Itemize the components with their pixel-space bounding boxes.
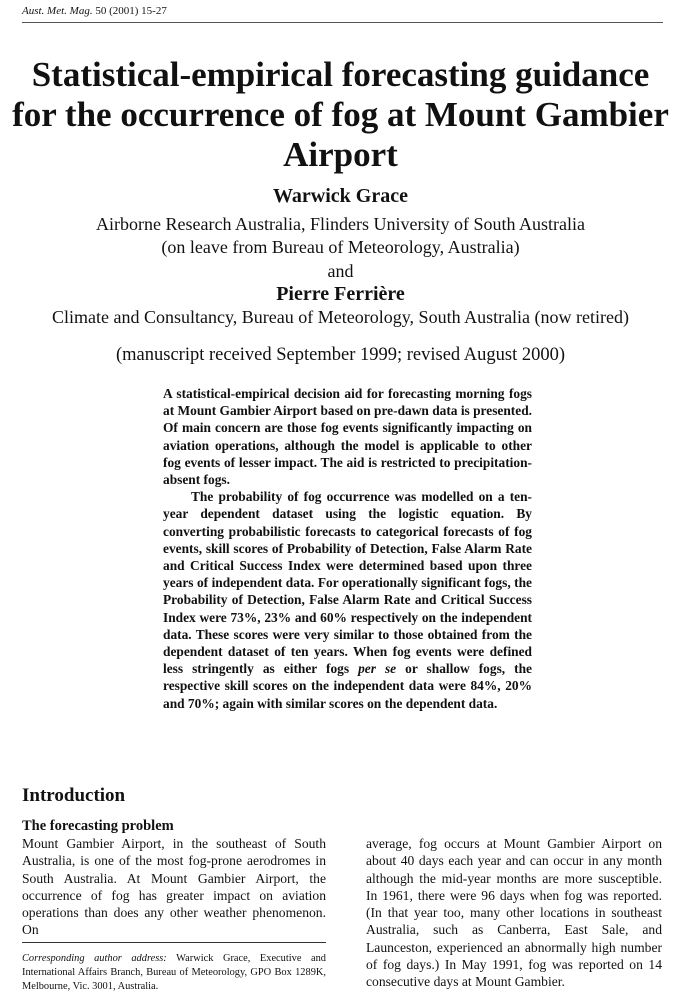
author-name-1: Warwick Grace <box>273 185 408 207</box>
journal-citation <box>22 5 167 17</box>
author-name-2: Pierre Ferrière <box>276 283 405 305</box>
footnote-text: Warwick Grace, Executive and International Affairs Branch, Bureau of Meteorology, GPO Box 1289K, Melbourne, Vic. 3001, Australia. <box>22 953 327 992</box>
intro-paragraph-left: Mount Gambier Airport, in the southeast of South Australia, is one of the most fog-prone aerodromes in South Australia. At Mount Gambier Airport, the occurrence of fog has greater impact on aviation operations than does any other weather phenomenon. On <box>22 836 326 938</box>
footnote-divider <box>22 942 326 943</box>
body-column-left <box>22 835 326 939</box>
abstract-p2-text-b: or shallow fogs, the respective skill scores on the independent data were 84%, 20% and 70%; again with similar scores on the dependent data. <box>163 661 532 711</box>
abstract-paragraph-2 <box>163 488 532 712</box>
abstract-p2-text-a: The probability of fog occurrence was modelled on a ten-year dependent dataset using the logistic equation. By converting probabilistic forecasts to categorical forecasts of fog events, skill scores of Probability of Detection, False Alarm Rate and Critical Success Index were determined based upon three years of independent data. For operationally significant fogs, the Probability of Detection, False Alarm Rate and Critical Success Index were 73%, 23% and 60% respectively on the independent data. These scores were very similar to those obtained from the dependent dataset of ten years. When fog events were defined less stringently as either fogs <box>163 489 532 677</box>
author-affiliation-1-line-2: (on leave from Bureau of Meteorology, Australia) <box>161 237 520 257</box>
subsection-heading: The forecasting problem <box>22 818 174 834</box>
footnote-label: Corresponding author address: <box>22 953 167 964</box>
author-affiliation-2-line-1: Climate and Consultancy, Bureau of Meteorology, South Australia (now retired) <box>51 307 630 327</box>
author-separator: and <box>327 261 354 281</box>
volume-info: 50 (2001) 15-27 <box>95 5 167 17</box>
author-affiliation-1-line-1: Airborne Research Australia, Flinders University of South Australia <box>96 214 585 234</box>
manuscript-received: (manuscript received September 1999; revised August 2000) <box>115 345 566 365</box>
section-heading-introduction: Introduction <box>22 785 126 806</box>
running-header <box>22 0 663 23</box>
body-column-right <box>366 835 662 991</box>
intro-paragraph-right: average, fog occurs at Mount Gambier Airport on about 40 days each year and can occur in any month although the mid-year months are more susceptible. In 1961, there were 96 days when fog was reported. (In that year too, many other locations in southeast Australia, such as Canberra, East Sale, and Launceston, experienced an abnormally high number of fog days.) In May 1991, fog was reported on 14 consecutive days at Mount Gambier. <box>366 836 662 990</box>
abstract-p2-italic: per se <box>358 661 397 677</box>
abstract-paragraph-1: A statistical-empirical decision aid for forecasting morning fogs at Mount Gambier Airport based on pre-dawn data is presented. Of main concern are those fog events significantly impacting on aviation operations, although the model is applicable to other fog events of lesser impact. The aid is restricted to precipitation-absent fogs. <box>163 386 533 488</box>
paper-title: Statistical-empirical forecasting guidance for the occurrence of fog at Mount Gambier Airport <box>12 55 669 174</box>
abstract <box>163 385 532 712</box>
journal-name: Aust. Met. Mag. <box>22 5 93 17</box>
footnote <box>22 952 326 994</box>
